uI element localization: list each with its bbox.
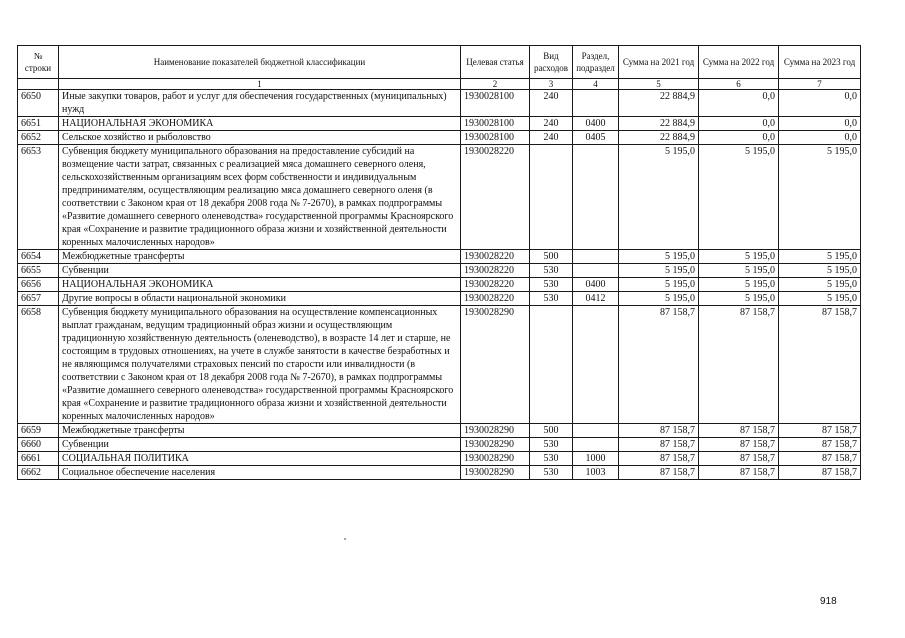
target-article-cell: 1930028290 [461, 306, 530, 424]
section-cell: 0400 [573, 278, 619, 292]
table-row [18, 117, 861, 131]
row-number-cell: 6654 [18, 250, 59, 264]
target-article-cell: 1930028290 [461, 438, 530, 452]
sum-2023-cell: 5 195,0 [779, 250, 861, 264]
sum-2021-cell: 22 884,9 [619, 117, 699, 131]
section-cell [573, 306, 619, 424]
expense-type-cell: 530 [530, 292, 573, 306]
sum-2021-cell: 5 195,0 [619, 145, 699, 250]
table-row [18, 278, 861, 292]
target-article-cell: 1930028220 [461, 264, 530, 278]
scan-speck [344, 538, 346, 540]
header-expense-type: Вид расходов [530, 46, 573, 79]
sum-2022-cell: 87 158,7 [699, 438, 779, 452]
indicator-name-cell: Субвенция бюджету муниципального образования на предоставление субсидий на возмещение части затрат, связанных с реализацией мяса домашнего северного оленя, сельскохозяйственным организациям всех форм собственности и индивидуальным предпринимателям, осуществляющим реализацию мяса домашнего северного оленя (в соответствии с Законом края от 18 декабря 2008 года № 7-2670), в рамках подпрограммы «Развитие домашнего северного оленеводства» государственной программы Красноярского края «Сохранение и развитие традиционного образа жизни и хозяйственной деятельности коренных малочисленных народов» [59, 145, 461, 250]
sum-2022-cell: 5 195,0 [699, 264, 779, 278]
expense-type-cell: 500 [530, 424, 573, 438]
sum-2021-cell: 5 195,0 [619, 278, 699, 292]
indicator-name-cell: НАЦИОНАЛЬНАЯ ЭКОНОМИКА [59, 117, 461, 131]
column-number [18, 79, 59, 90]
column-number: 3 [530, 79, 573, 90]
sum-2023-cell: 87 158,7 [779, 438, 861, 452]
expense-type-cell: 530 [530, 452, 573, 466]
column-number: 7 [779, 79, 861, 90]
expense-type-cell: 530 [530, 466, 573, 480]
sum-2021-cell: 87 158,7 [619, 306, 699, 424]
indicator-name-cell: Межбюджетные трансферты [59, 250, 461, 264]
sum-2021-cell: 5 195,0 [619, 292, 699, 306]
sum-2022-cell: 87 158,7 [699, 466, 779, 480]
sum-2021-cell: 5 195,0 [619, 264, 699, 278]
section-cell: 0412 [573, 292, 619, 306]
sum-2023-cell: 5 195,0 [779, 145, 861, 250]
indicator-name-cell: Иные закупки товаров, работ и услуг для обеспечения государственных (муниципальных) нужд [59, 90, 461, 117]
sum-2022-cell: 5 195,0 [699, 292, 779, 306]
target-article-cell: 1930028290 [461, 466, 530, 480]
sum-2023-cell: 5 195,0 [779, 264, 861, 278]
header-sum-2021: Сумма на 2021 год [619, 46, 699, 79]
target-article-cell: 1930028220 [461, 278, 530, 292]
sum-2023-cell: 87 158,7 [779, 306, 861, 424]
sum-2021-cell: 22 884,9 [619, 131, 699, 145]
target-article-cell: 1930028220 [461, 250, 530, 264]
table-row [18, 306, 861, 424]
indicator-name-cell: Субвенции [59, 438, 461, 452]
sum-2022-cell: 5 195,0 [699, 278, 779, 292]
column-number: 1 [59, 79, 461, 90]
sum-2023-cell: 0,0 [779, 131, 861, 145]
target-article-cell: 1930028290 [461, 452, 530, 466]
header-section: Раздел, подраздел [573, 46, 619, 79]
column-number: 6 [699, 79, 779, 90]
indicator-name-cell: Социальное обеспечение населения [59, 466, 461, 480]
header-target-article: Целевая статья [461, 46, 530, 79]
sum-2022-cell: 5 195,0 [699, 145, 779, 250]
column-number: 5 [619, 79, 699, 90]
column-number: 4 [573, 79, 619, 90]
target-article-cell: 1930028290 [461, 424, 530, 438]
sum-2023-cell: 0,0 [779, 117, 861, 131]
table-row [18, 131, 861, 145]
expense-type-cell [530, 145, 573, 250]
row-number-cell: 6657 [18, 292, 59, 306]
budget-table [17, 45, 861, 480]
expense-type-cell: 240 [530, 90, 573, 117]
table-row [18, 452, 861, 466]
table-row [18, 438, 861, 452]
row-number-cell: 6652 [18, 131, 59, 145]
target-article-cell: 1930028100 [461, 131, 530, 145]
section-cell [573, 250, 619, 264]
column-number: 2 [461, 79, 530, 90]
indicator-name-cell: НАЦИОНАЛЬНАЯ ЭКОНОМИКА [59, 278, 461, 292]
sum-2021-cell: 87 158,7 [619, 438, 699, 452]
sum-2022-cell: 0,0 [699, 117, 779, 131]
header-row [18, 46, 861, 79]
expense-type-cell: 530 [530, 438, 573, 452]
sum-2021-cell: 87 158,7 [619, 452, 699, 466]
expense-type-cell: 240 [530, 117, 573, 131]
page-number: 918 [820, 596, 837, 607]
sum-2023-cell: 87 158,7 [779, 466, 861, 480]
expense-type-cell: 500 [530, 250, 573, 264]
sum-2022-cell: 87 158,7 [699, 452, 779, 466]
table-row [18, 250, 861, 264]
table-row [18, 264, 861, 278]
sum-2022-cell: 0,0 [699, 131, 779, 145]
target-article-cell: 1930028100 [461, 117, 530, 131]
table-row [18, 424, 861, 438]
row-number-cell: 6660 [18, 438, 59, 452]
expense-type-cell [530, 306, 573, 424]
sum-2023-cell: 0,0 [779, 90, 861, 117]
header-row-number: № строки [18, 46, 59, 79]
table-row [18, 90, 861, 117]
sum-2022-cell: 0,0 [699, 90, 779, 117]
sum-2021-cell: 87 158,7 [619, 466, 699, 480]
indicator-name-cell: СОЦИАЛЬНАЯ ПОЛИТИКА [59, 452, 461, 466]
expense-type-cell: 240 [530, 131, 573, 145]
target-article-cell: 1930028220 [461, 145, 530, 250]
row-number-cell: 6653 [18, 145, 59, 250]
expense-type-cell: 530 [530, 278, 573, 292]
row-number-cell: 6661 [18, 452, 59, 466]
table-row [18, 466, 861, 480]
sum-2022-cell: 87 158,7 [699, 306, 779, 424]
header-sum-2023: Сумма на 2023 год [779, 46, 861, 79]
header-sum-2022: Сумма на 2022 год [699, 46, 779, 79]
sum-2023-cell: 5 195,0 [779, 278, 861, 292]
indicator-name-cell: Субвенция бюджету муниципального образования на осуществление компенсационных выплат гражданам, ведущим традиционный образ жизни и осуществляющим традиционную хозяйственную деятельность (оленеводство), в возрасте 14 лет и старше, не состоящим в трудовых отношениях, на учете в службе занятости в качестве безработных и не являющимся получателями страховых пенсий по старости или инвалидности (в соответствии с Законом края от 18 декабря 2008 года № 7-2670), в рамках подпрограммы «Развитие домашнего северного оленеводства» государственной программы Красноярского края «Сохранение и развитие традиционного образа жизни и хозяйственной деятельности коренных малочисленных народов» [59, 306, 461, 424]
table-row [18, 292, 861, 306]
sum-2022-cell: 5 195,0 [699, 250, 779, 264]
section-cell [573, 145, 619, 250]
row-number-cell: 6651 [18, 117, 59, 131]
sum-2022-cell: 87 158,7 [699, 424, 779, 438]
section-cell [573, 438, 619, 452]
target-article-cell: 1930028220 [461, 292, 530, 306]
header-indicator-name: Наименование показателей бюджетной классификации [59, 46, 461, 79]
indicator-name-cell: Межбюджетные трансферты [59, 424, 461, 438]
section-cell [573, 264, 619, 278]
indicator-name-cell: Субвенции [59, 264, 461, 278]
section-cell [573, 424, 619, 438]
indicator-name-cell: Сельское хозяйство и рыболовство [59, 131, 461, 145]
row-number-cell: 6656 [18, 278, 59, 292]
section-cell: 1003 [573, 466, 619, 480]
column-number-row [18, 79, 861, 90]
row-number-cell: 6659 [18, 424, 59, 438]
section-cell: 0400 [573, 117, 619, 131]
table-body [18, 90, 861, 480]
table-row [18, 145, 861, 250]
indicator-name-cell: Другие вопросы в области национальной экономики [59, 292, 461, 306]
sum-2021-cell: 87 158,7 [619, 424, 699, 438]
row-number-cell: 6655 [18, 264, 59, 278]
sum-2021-cell: 22 884,9 [619, 90, 699, 117]
section-cell: 0405 [573, 131, 619, 145]
sum-2023-cell: 5 195,0 [779, 292, 861, 306]
row-number-cell: 6658 [18, 306, 59, 424]
sum-2023-cell: 87 158,7 [779, 424, 861, 438]
expense-type-cell: 530 [530, 264, 573, 278]
section-cell [573, 90, 619, 117]
row-number-cell: 6662 [18, 466, 59, 480]
sum-2023-cell: 87 158,7 [779, 452, 861, 466]
section-cell: 1000 [573, 452, 619, 466]
target-article-cell: 1930028100 [461, 90, 530, 117]
sum-2021-cell: 5 195,0 [619, 250, 699, 264]
row-number-cell: 6650 [18, 90, 59, 117]
